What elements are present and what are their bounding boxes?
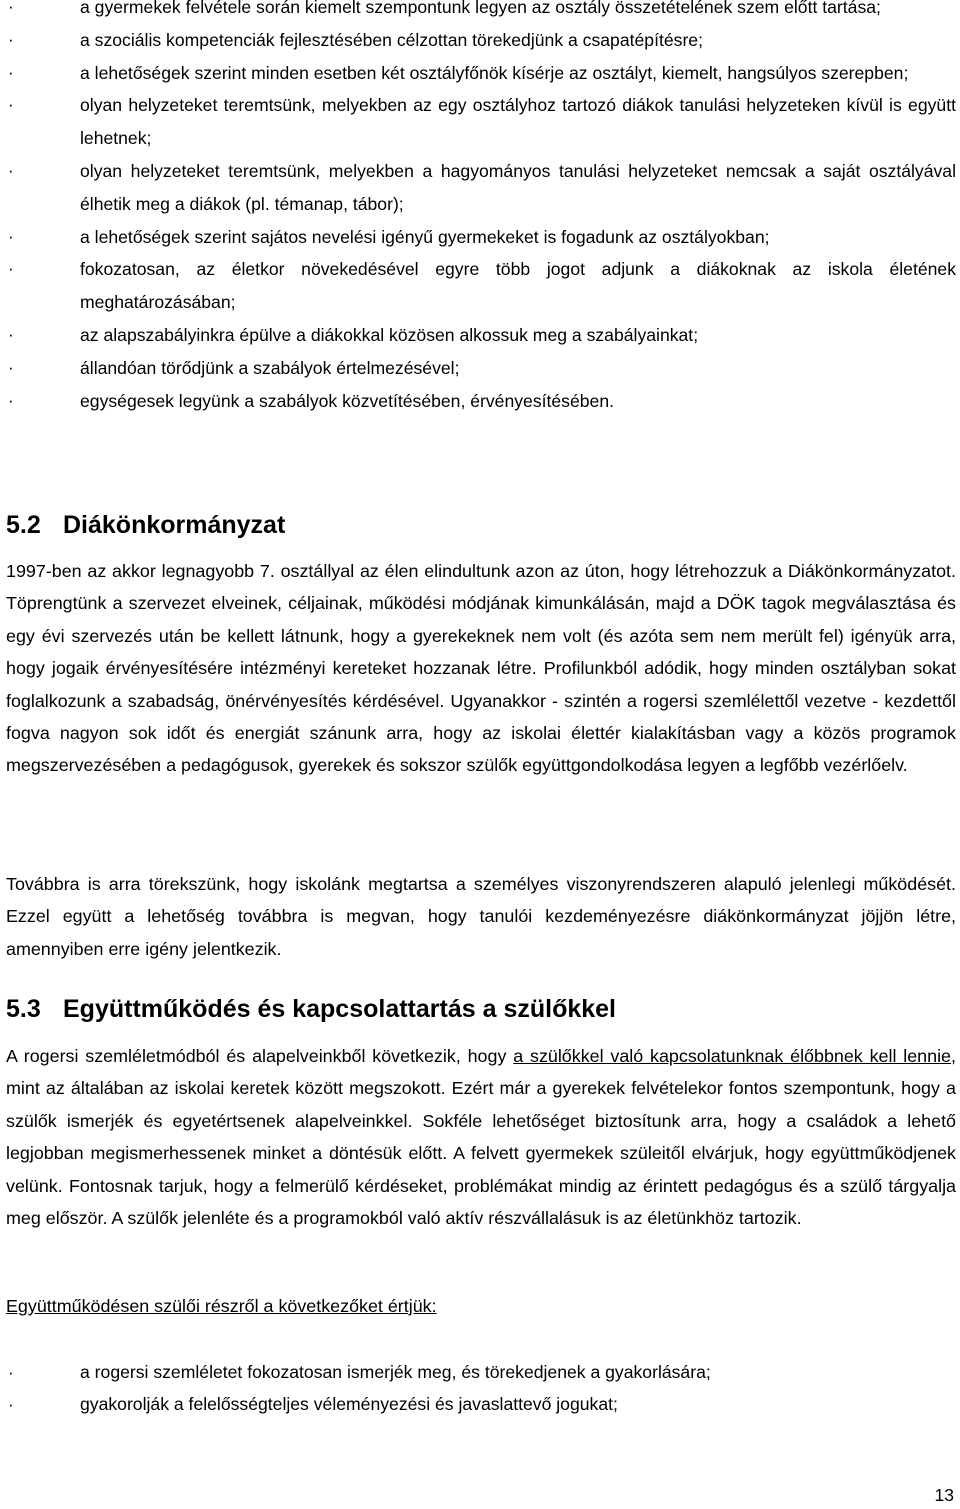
section-title: Együttműködés és kapcsolattartás a szülőkkel xyxy=(63,995,616,1023)
bullet-list-top xyxy=(8,0,956,417)
section-number: 5.3 xyxy=(6,995,41,1023)
list-item: · a szociális kompetenciák fejlesztésében célzottan törekedjünk a csapatépítésre; xyxy=(8,24,956,57)
list-item: · olyan helyzeteket teremtsünk, melyekben az egy osztályhoz tartozó diákok tanulási helyzeteken kívül is együtt lehetnek; xyxy=(8,89,956,155)
subheading-underlined: Együttműködésen szülői részről a következőket értjük: xyxy=(6,1296,437,1316)
list-item: · gyakorolják a felelősségteljes véleményezési és javaslattevő jogukat; xyxy=(8,1389,956,1421)
list-item: · a lehetőségek szerint minden esetben két osztályfőnök kísérje az osztályt, kiemelt, hangsúlyos szerepben; xyxy=(8,57,956,90)
paragraph-text: , mint az általában az iskolai keretek között megszokott. Ezért már a gyerekek felvételekor fontos szempontunk, hogy a szülők ismerjék és egyetértsenek alapelveinkkel. Sokféle lehetőséget biztosítunk arra, hogy a családok a lehető legjobban megismerhessenek minket a döntésük előtt. A felvett gyermekek szüleitől elvárjuk, hogy együttműködjenek velünk. Fontosnak tarjuk, hogy a felmerülő kérdéseket, problémákat mindig az érintett pedagógus és a szülő tárgyalja meg először. A szülők jelenléte és a programokból való aktív részvállalásuk is az életünkhöz tartozik. xyxy=(6,1046,956,1229)
list-item: · állandóan törődjünk a szabályok értelmezésével; xyxy=(8,352,956,385)
list-item: · fokozatosan, az életkor növekedésével egyre több jogot adjunk a diákoknak az iskola életének meghatározásában; xyxy=(8,253,956,319)
list-item: · az alapszabályinkra épülve a diákokkal közösen alkossuk meg a szabályainkat; xyxy=(8,319,956,352)
section-heading-5-3 xyxy=(6,994,616,1024)
bullet-list-parents-items xyxy=(8,1357,956,1420)
section-number: 5.2 xyxy=(6,511,41,539)
paragraph-dok-future: Továbbra is arra törekszünk, hogy iskolánk megtartsa a személyes viszonyrendszeren alapuló jelenlegi működését. Ezzel együtt a lehetőség továbbra is megvan, hogy tanulói kezdeményezésre diákönkormányzat jöjjön létre, amennyiben erre igény jelentkezik. xyxy=(6,874,956,959)
list-item: · a gyermekek felvétele során kiemelt szempontunk legyen az osztály összetételének szem előtt tartása; xyxy=(8,0,956,24)
list-item: · a rogersi szemléletet fokozatosan ismerjék meg, és törekedjenek a gyakorlására; xyxy=(8,1357,956,1389)
paragraph-text: A rogersi szemléletmódból és alapelveinkből következik, hogy xyxy=(6,1046,514,1066)
paragraph-parent-cooperation xyxy=(6,1040,956,1234)
section-title: Diákönkormányzat xyxy=(63,511,286,539)
page-number: 13 xyxy=(934,1485,954,1505)
list-item: · egységesek legyünk a szabályok közvetítésében, érvényesítésében. xyxy=(8,385,956,418)
list-item: · a lehetőségek szerint sajátos nevelési igényű gyermekeket is fogadunk az osztályokban; xyxy=(8,221,956,254)
list-item: · olyan helyzeteket teremtsünk, melyekben a hagyományos tanulási helyzeteket nemcsak a saját osztályával élhetik meg a diákok (pl. témanap, tábor); xyxy=(8,155,956,221)
section-heading-5-2 xyxy=(6,510,285,540)
underlined-phrase: a szülőkkel való kapcsolatunknak élőbbnek kell lennie xyxy=(513,1046,951,1066)
paragraph-dok-history: 1997-ben az akkor legnagyobb 7. osztállyal az élen elindultunk azon az úton, hogy létrehozzuk a Diákönkormányzatot. Töprengtünk a szervezet elveinek, céljainak, működési módjának kimunkálásán, majd a DÖK tagok megválasztása és egy évi szervezés után be kellett látnunk, hogy a gyerekeknek nem volt (és azóta sem nem merült fel) igényük arra, hogy jogaik érvényesítésére intézményi kereteket hozzanak létre. Profilunkból adódik, hogy minden osztályban sokat foglalkozunk a szabadság, önérvényesítés kérdésével. Ugyanakkor - szintén a rogersi szemlélettől vezetve - kezdettől fogva nagyon sok időt és energiát szánunk arra, hogy az iskolai élettér kialakításban vagy a közös programok megszervezésében a pedagógusok, gyerekek és sokszor szülők együttgondolkodása legyen a legfőbb vezérlőelv. xyxy=(6,561,956,776)
